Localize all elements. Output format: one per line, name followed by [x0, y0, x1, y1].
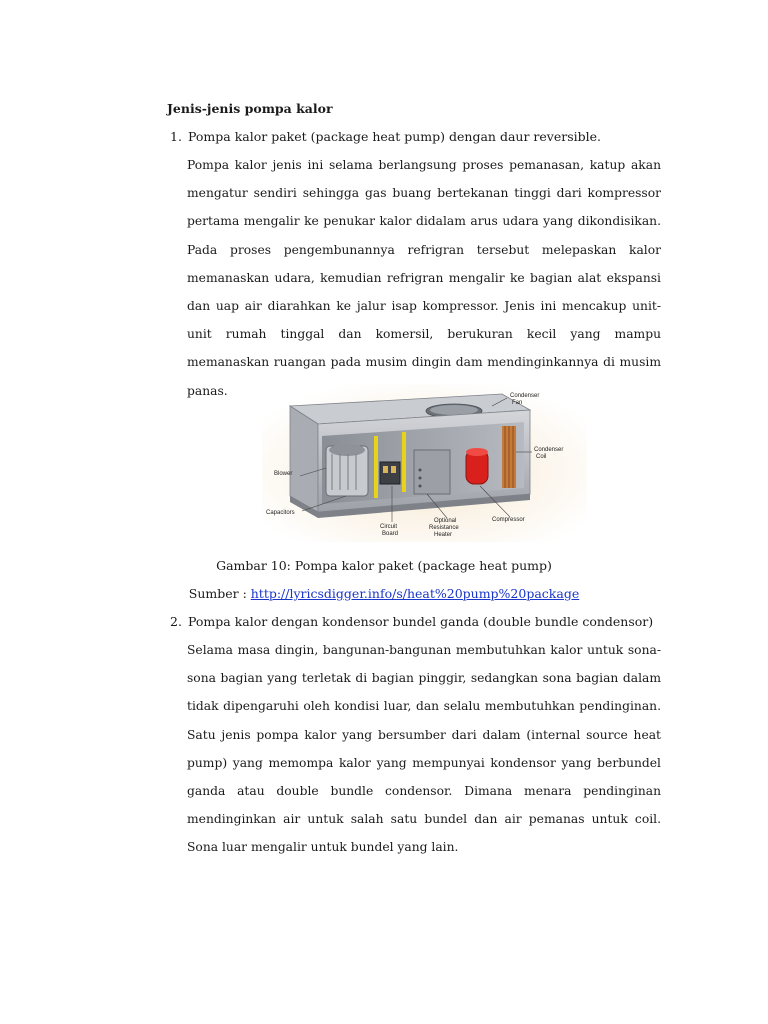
section-heading: Jenis-jenis pompa kalor: [167, 101, 333, 116]
figure-source: [0, 586, 768, 601]
label-compressor: Compressor: [492, 517, 525, 523]
source-label: Sumber :: [188, 586, 251, 601]
item-2-paragraph: [187, 636, 661, 862]
heat-pump-figure: [262, 384, 587, 542]
item-1-title: Pompa kalor paket (package heat pump) dengan daur reversible.: [188, 129, 601, 144]
figure-caption: Gambar 10: Pompa kalor paket (package heat pump): [216, 558, 552, 573]
label-capacitors: Capacitors: [266, 510, 295, 516]
source-link[interactable]: http://lyricsdigger.info/s/heat%20pump%20package: [250, 586, 580, 601]
label-heater-1: Optional: [434, 518, 457, 524]
label-condenser-coil-1: Condenser: [534, 447, 564, 453]
item-2-title: Pompa kalor dengan kondensor bundel ganda (double bundle condensor): [188, 614, 654, 629]
item-2-number: 2.: [170, 614, 182, 629]
item-1-number: 1.: [170, 129, 182, 144]
label-condenser-fan-1: Condenser: [510, 393, 540, 399]
label-condenser-coil-2: Coil: [536, 454, 547, 460]
label-heater-3: Heater: [434, 532, 453, 538]
item-2-paragraph-text: Selama masa dingin, bangunan-bangunan membutuhkan kalor untuk sona-sona bagian yang terletak di bagian pinggir, sedangkan sona bagian dalam tidak dipengaruhi oleh kondisi luar, dan selalu membutuhkan pendinginan. Satu jenis pompa kalor yang bersumber dari dalam (internal source heat pump) yang memompa kalor yang mempunyai kondensor yang berbundel ganda atau double bundle condensor. Dimana menara pendinginan mendinginkan air untuk salah satu bundel dan air pemanas untuk coil. Sona luar mengalir untuk bundel yang lain.: [187, 643, 661, 855]
label-condenser-fan-2: Fan: [512, 400, 523, 406]
label-circuit-board-2: Board: [382, 531, 399, 537]
label-circuit-board-1: Circuit: [380, 524, 398, 530]
label-blower: Blower: [274, 471, 293, 477]
label-heater-2: Resistance: [429, 525, 459, 531]
item-1-paragraph: [187, 151, 661, 405]
package-heat-pump-illustration: [262, 384, 587, 542]
item-1-paragraph-text: Pompa kalor jenis ini selama berlangsung proses pemanasan, katup akan mengatur sendiri sehingga gas buang bertekanan tinggi dari kompressor pertama mengalir ke penukar kalor didalam arus udara yang dikondisikan. Pada proses pengembunannya refrigran tersebut melepaskan kalor memanaskan udara, kemudian refrigran mengalir ke bagian alat ekspansi dan uap air diarahkan ke jalur isap kompressor. Jenis ini mencakup unit-unit rumah tinggal dan komersil, berukuran kecil yang mampu memanaskan ruangan pada musim dingin dam mendinginkannya di musim panas.: [187, 158, 661, 398]
